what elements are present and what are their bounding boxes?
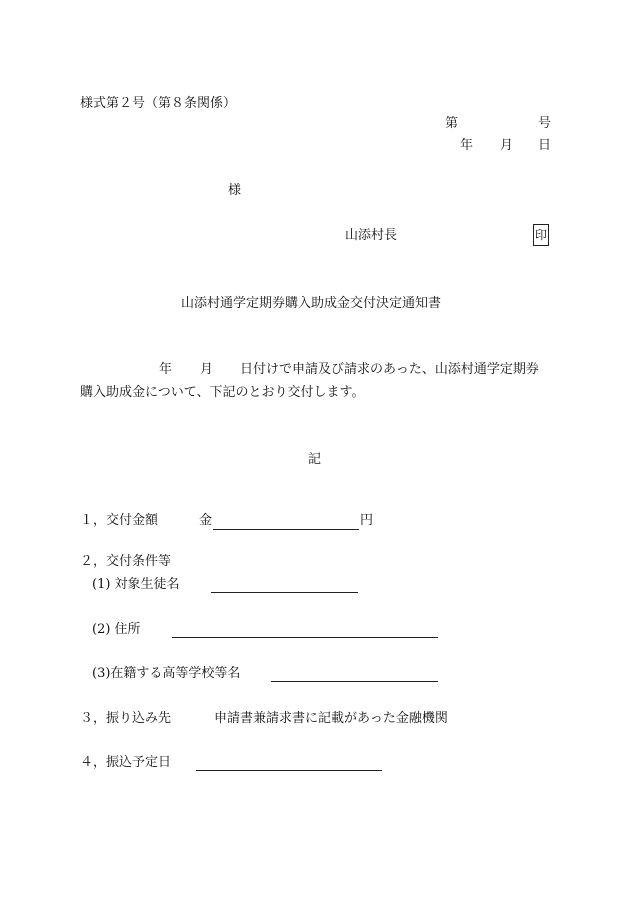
body-line1: 日付けで申請及び請求のあった、山添村通学定期券 — [240, 362, 539, 377]
transfer-date-blank-line — [196, 770, 382, 771]
school-blank-line — [271, 681, 438, 682]
body-line2: 購入助成金について、下記のとおり交付します。 — [80, 385, 365, 400]
doc-number-prefix: 第 — [445, 116, 459, 131]
amount-label: １，交付金額 — [80, 513, 159, 528]
amount-prefix: 金 — [199, 513, 213, 528]
transfer-label: ３，振り込み先 — [80, 711, 172, 726]
transfer-value: 申請書兼請求書に記載があった金融機関 — [214, 711, 448, 726]
doc-number-suffix: 号 — [538, 116, 552, 131]
addressee-suffix: 様 — [228, 183, 242, 198]
amount-blank-line — [213, 529, 359, 530]
address-label: (2) 住所 — [92, 622, 141, 637]
amount-suffix: 円 — [360, 513, 374, 528]
date-month: 月 — [500, 138, 514, 153]
student-label: (1) 対象生徒名 — [92, 577, 180, 592]
form-label: 様式第２号（第８条関係） — [80, 96, 237, 111]
conditions-label: ２，交付条件等 — [80, 554, 172, 569]
seal-box — [533, 224, 549, 246]
ki-heading: 記 — [308, 452, 322, 467]
address-blank-line — [172, 637, 438, 638]
body-year: 年 — [159, 362, 173, 377]
date-year: 年 — [460, 138, 474, 153]
student-blank-line — [211, 592, 358, 593]
transfer-date-label: ４，振込予定日 — [80, 755, 172, 770]
seal-icon: 印 — [534, 228, 547, 242]
issuer-title: 山添村長 — [345, 228, 398, 243]
body-month: 月 — [200, 362, 214, 377]
document-title: 山添村通学定期券購入助成金交付決定通知書 — [181, 296, 442, 311]
school-label: (3)在籍する高等学校等名 — [92, 666, 241, 681]
date-day: 日 — [538, 138, 552, 153]
